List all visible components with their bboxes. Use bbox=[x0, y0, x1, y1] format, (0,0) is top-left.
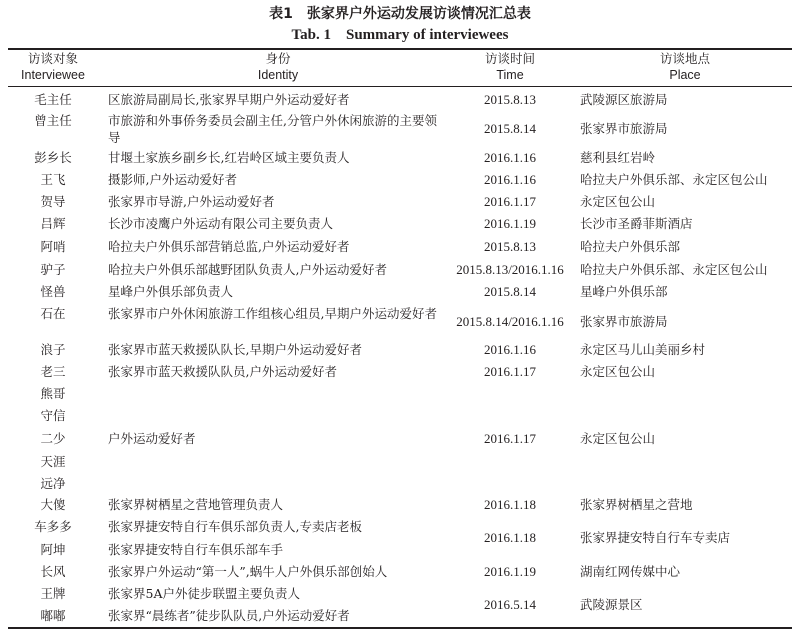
top-rule bbox=[8, 48, 792, 50]
pair2-name-1: 嘟嘟 bbox=[40, 608, 66, 623]
table-title-cn: 表1 张家界户外运动发展访谈情况汇总表 bbox=[269, 6, 531, 22]
row-9-time: 2015.8.14/2016.1.16 bbox=[456, 314, 564, 329]
row-10-place: 永定区马儿山美丽乡村 bbox=[580, 342, 706, 357]
row-4-place: 永定区包公山 bbox=[580, 194, 656, 209]
row-8-time: 2015.8.14 bbox=[484, 284, 536, 299]
pair1-time: 2016.1.18 bbox=[484, 530, 536, 545]
header-time-cn: 访谈时间 bbox=[484, 51, 535, 66]
row-3-place: 哈拉夫户外俱乐部、永定区包公山 bbox=[580, 172, 768, 187]
row-5-place: 长沙市圣爵菲斯酒店 bbox=[580, 216, 693, 231]
row-9-identity: 张家界市户外休闲旅游工作组核心组员,早期户外运动爱好者 bbox=[108, 306, 437, 321]
row-11-identity: 张家界市蓝天救援队队员,户外运动爱好者 bbox=[108, 364, 337, 379]
row-13-place: 湖南红网传媒中心 bbox=[580, 564, 681, 579]
row-2-place: 慈利县红岩岭 bbox=[580, 150, 656, 165]
row-12-time: 2016.1.18 bbox=[484, 497, 536, 512]
table-title-en: Tab. 1 Summary of interviewees bbox=[291, 27, 509, 43]
row-4-name: 贺导 bbox=[40, 194, 66, 209]
header-rule bbox=[8, 86, 792, 87]
row-10-identity: 张家界市蓝天救援队队长,早期户外运动爱好者 bbox=[108, 342, 362, 357]
pair1-identity-1: 张家界捷安特自行车俱乐部车手 bbox=[108, 542, 284, 557]
group-identity: 户外运动爱好者 bbox=[108, 431, 196, 446]
row-2-name: 彭乡长 bbox=[34, 150, 72, 165]
group-time: 2016.1.17 bbox=[484, 431, 536, 446]
row-12-identity: 张家界树栖星之营地管理负责人 bbox=[108, 497, 284, 512]
bottom-rule bbox=[8, 627, 792, 629]
row-1-place: 张家界市旅游局 bbox=[580, 121, 668, 136]
row-6-name: 阿哨 bbox=[40, 239, 66, 254]
pair1-name-0: 车多多 bbox=[34, 519, 72, 534]
row-0-name: 毛主任 bbox=[34, 92, 72, 107]
header-time bbox=[440, 51, 580, 83]
pair1-place: 张家界捷安特自行车专卖店 bbox=[580, 530, 731, 545]
row-13-time: 2016.1.19 bbox=[484, 564, 536, 579]
row-7-time: 2015.8.13/2016.1.16 bbox=[456, 262, 564, 277]
pair2-time: 2016.5.14 bbox=[484, 597, 536, 612]
row-5-time: 2016.1.19 bbox=[484, 216, 536, 231]
pair2-name-0: 王牌 bbox=[40, 586, 66, 601]
pair1-name-1: 阿坤 bbox=[40, 542, 66, 557]
row-9-name: 石在 bbox=[40, 306, 66, 321]
row-5-name: 吕辉 bbox=[40, 216, 66, 231]
row-6-place: 哈拉夫户外俱乐部 bbox=[580, 239, 681, 254]
row-3-name: 王飞 bbox=[40, 172, 66, 187]
row-0-place: 武陵源区旅游局 bbox=[580, 92, 668, 107]
row-11-time: 2016.1.17 bbox=[484, 364, 536, 379]
header-identity-cn: 身份 bbox=[265, 51, 291, 66]
row-8-place: 星峰户外俱乐部 bbox=[580, 284, 668, 299]
row-7-name: 驴子 bbox=[40, 262, 66, 277]
row-5-identity: 长沙市凌鹰户外运动有限公司主要负责人 bbox=[108, 216, 334, 231]
group-member-name: 二少 bbox=[40, 431, 66, 446]
header-place-cn: 访谈地点 bbox=[659, 51, 710, 66]
row-12-place: 张家界树栖星之营地 bbox=[580, 497, 693, 512]
row-12-name: 大傻 bbox=[40, 497, 66, 512]
row-0-time: 2015.8.13 bbox=[484, 92, 536, 107]
group-member-name: 守信 bbox=[40, 408, 66, 423]
row-4-time: 2016.1.17 bbox=[484, 194, 536, 209]
pair2-identity-1: 张家界“晨练者”徒步队队员,户外运动爱好者 bbox=[108, 608, 350, 623]
row-7-identity: 哈拉夫户外俱乐部越野团队负责人,户外运动爱好者 bbox=[108, 262, 387, 277]
group-member-name: 远净 bbox=[40, 476, 66, 491]
group-member-name: 熊哥 bbox=[40, 386, 66, 401]
header-interviewee-cn: 访谈对象 bbox=[27, 51, 78, 66]
row-6-identity: 哈拉夫户外俱乐部营销总监,户外运动爱好者 bbox=[108, 239, 350, 254]
row-9-place: 张家界市旅游局 bbox=[580, 314, 668, 329]
row-6-time: 2015.8.13 bbox=[484, 239, 536, 254]
row-10-name: 浪子 bbox=[40, 342, 66, 357]
header-time-en: Time bbox=[496, 68, 524, 82]
row-10-time: 2016.1.16 bbox=[484, 342, 536, 357]
group-member-name: 天涯 bbox=[40, 454, 66, 469]
pair2-place: 武陵源景区 bbox=[580, 597, 643, 612]
row-11-name: 老三 bbox=[40, 364, 66, 379]
header-interviewee bbox=[8, 51, 98, 83]
header-interviewee-en: Interviewee bbox=[21, 68, 85, 82]
row-0-identity: 区旅游局副局长,张家界早期户外运动爱好者 bbox=[108, 92, 350, 107]
row-7-place: 哈拉夫户外俱乐部、永定区包公山 bbox=[580, 262, 768, 277]
row-3-identity: 摄影师,户外运动爱好者 bbox=[108, 172, 237, 187]
row-4-identity: 张家界市导游,户外运动爱好者 bbox=[108, 194, 275, 209]
row-1-identity: 市旅游和外事侨务委员会副主任,分管户外休闲旅游的主要领导 bbox=[108, 113, 437, 145]
row-13-identity: 张家界户外运动“第一人”,蜗牛人户外俱乐部创始人 bbox=[108, 564, 388, 579]
header-place-en: Place bbox=[669, 68, 701, 82]
row-3-time: 2016.1.16 bbox=[484, 172, 536, 187]
row-1-name: 曾主任 bbox=[34, 113, 72, 128]
row-2-time: 2016.1.16 bbox=[484, 150, 536, 165]
row-1-time: 2015.8.14 bbox=[484, 121, 536, 136]
header-identity bbox=[108, 51, 448, 83]
header-identity-en: Identity bbox=[257, 68, 299, 82]
pair2-identity-0: 张家界5A户外徒步联盟主要负责人 bbox=[108, 586, 300, 601]
row-2-identity: 甘堰土家族乡副乡长,红岩岭区域主要负责人 bbox=[108, 150, 350, 165]
pair1-identity-0: 张家界捷安特自行车俱乐部负责人,专卖店老板 bbox=[108, 519, 362, 534]
row-8-name: 怪兽 bbox=[40, 284, 66, 299]
group-place: 永定区包公山 bbox=[580, 431, 656, 446]
row-8-identity: 星峰户外俱乐部负责人 bbox=[108, 284, 234, 299]
row-11-place: 永定区包公山 bbox=[580, 364, 656, 379]
row-13-name: 长风 bbox=[40, 564, 66, 579]
header-place bbox=[590, 51, 780, 83]
